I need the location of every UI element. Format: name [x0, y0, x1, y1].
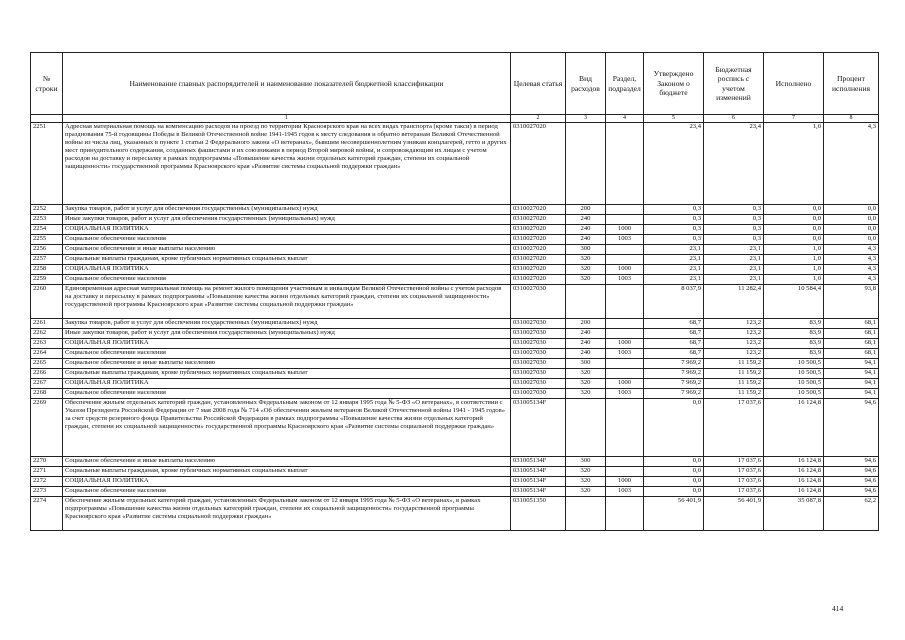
expense-kind: 240: [566, 339, 606, 349]
percent-value: 0,0: [824, 215, 879, 225]
approved-value: 7 969,2: [644, 379, 704, 389]
expense-kind: 240: [566, 349, 606, 359]
row-name: Социальное обеспечение населения: [63, 487, 511, 497]
approved-value: 68,7: [644, 339, 704, 349]
row-number: 2272: [31, 477, 63, 487]
row-name: Обеспечение жильем отдельных категорий граждан, установленных Федеральным законом от 12 января 1995 года № 5-ФЗ «О ветеранах», в соответствии с Указом Президента Российской Федерации от 7 мая 2008 года № 714 «Об обеспечении жильем ветеранов Великой Отечественной войны 1941 - 1945 годов» за счет средств резервного фонда Правительства Российской Федерации в рамках подпрограммы «Повышение качества жизни отдельных категорий граждан, степени их социальной защищенности» государственной программы Красноярского края «Развитие системы социальной поддержки граждан»: [63, 399, 511, 457]
row-number: 2265: [31, 359, 63, 369]
budget-table: [30, 52, 879, 531]
section-code: 1003: [606, 349, 644, 359]
row-name: Социальное обеспечение и иные выплаты населению: [63, 245, 511, 255]
percent-value: 4,3: [824, 255, 879, 265]
percent-value: 68,1: [824, 349, 879, 359]
section-code: [606, 215, 644, 225]
row-name: Иные закупки товаров, работ и услуг для обеспечения государственных (муниципальных) нужд: [63, 329, 511, 339]
expense-kind: 320: [566, 467, 606, 477]
table-row: [31, 225, 879, 235]
target-code: 0310027030: [511, 369, 566, 379]
percent-value: 94,6: [824, 467, 879, 477]
target-code: 0310027020: [511, 245, 566, 255]
row-name: СОЦИАЛЬНАЯ ПОЛИТИКА: [63, 225, 511, 235]
row-number: 2260: [31, 285, 63, 319]
section-code: [606, 359, 644, 369]
col-number: 6: [704, 115, 764, 123]
list-value: 123,2: [704, 339, 764, 349]
list-value: 0,3: [704, 225, 764, 235]
target-code: 031005134F: [511, 467, 566, 477]
approved-value: 56 401,9: [644, 497, 704, 531]
table-row: [31, 319, 879, 329]
list-value: 0,3: [704, 235, 764, 245]
page-number: 414: [832, 604, 844, 613]
expense-kind: 200: [566, 319, 606, 329]
target-code: 0310027020: [511, 265, 566, 275]
expense-kind: 300: [566, 359, 606, 369]
approved-value: 0,3: [644, 235, 704, 245]
percent-value: 94,1: [824, 369, 879, 379]
row-name: СОЦИАЛЬНАЯ ПОЛИТИКА: [63, 339, 511, 349]
target-code: 0310027020: [511, 123, 566, 205]
percent-value: 4,3: [824, 275, 879, 285]
table-row: [31, 285, 879, 319]
col-number: 1: [63, 115, 511, 123]
target-code: 0310027020: [511, 255, 566, 265]
expense-kind: 240: [566, 235, 606, 245]
percent-value: 94,6: [824, 457, 879, 467]
row-name: СОЦИАЛЬНАЯ ПОЛИТИКА: [63, 477, 511, 487]
list-value: 11 159,2: [704, 369, 764, 379]
table-row: [31, 399, 879, 457]
target-code: 0310027030: [511, 329, 566, 339]
row-number: 2261: [31, 319, 63, 329]
row-number: 2256: [31, 245, 63, 255]
section-code: 1003: [606, 235, 644, 245]
target-code: 0310051350: [511, 497, 566, 531]
percent-value: 68,1: [824, 339, 879, 349]
row-name: Социальное обеспечение и иные выплаты населению: [63, 457, 511, 467]
section-code: [606, 285, 644, 319]
row-number: 2271: [31, 467, 63, 477]
row-name: Социальное обеспечение и иные выплаты населению: [63, 359, 511, 369]
section-code: [606, 457, 644, 467]
section-code: [606, 467, 644, 477]
list-value: 23,1: [704, 255, 764, 265]
done-value: 10 500,5: [764, 379, 824, 389]
row-number: 2253: [31, 215, 63, 225]
section-code: [606, 497, 644, 531]
row-number: 2258: [31, 265, 63, 275]
approved-value: 0,0: [644, 467, 704, 477]
table-row: [31, 339, 879, 349]
row-number: 2259: [31, 275, 63, 285]
done-value: 0,0: [764, 235, 824, 245]
section-code: [606, 255, 644, 265]
done-value: 0,0: [764, 225, 824, 235]
done-value: 83,9: [764, 349, 824, 359]
percent-value: 94,6: [824, 399, 879, 457]
table-row: [31, 477, 879, 487]
list-value: 0,3: [704, 205, 764, 215]
percent-value: 94,1: [824, 359, 879, 369]
row-name: СОЦИАЛЬНАЯ ПОЛИТИКА: [63, 265, 511, 275]
approved-value: 7 969,2: [644, 369, 704, 379]
expense-kind: 320: [566, 275, 606, 285]
table-row: [31, 205, 879, 215]
list-value: 17 037,6: [704, 487, 764, 497]
approved-value: 7 969,2: [644, 359, 704, 369]
row-name: Адресная материальная помощь на компенсацию расходов на проезд по территории Красноярского края на всех видах транспорта (кроме такси) в период празднования 75-й годовщины Победы в Великой Отечественной войне 1941-1945 годов к месту следования и обратно ветеранам Великой Отечественной войны из числа лиц, указанных в пункте 1 статьи 2 Федерального закона «О ветеранах», бывшим несовершеннолетним узникам концлагерей, гетто и других мест принудительного содержания, созданных фашистами и их союзниками в период Второй мировой войны, и сопровождающим их лицам с учетом расходов на доставку и пересылку в рамках подпрограммы «Повышение качества жизни отдельных категорий граждан, степени их социальной защищенности» государственной программы Красноярского края «Развитие системы социальной поддержки граждан»: [63, 123, 511, 205]
list-value: 23,1: [704, 245, 764, 255]
col-header-done: Исполнено: [764, 53, 824, 115]
target-code: 0310027030: [511, 359, 566, 369]
approved-value: 0,0: [644, 399, 704, 457]
done-value: 1,0: [764, 255, 824, 265]
approved-value: 0,3: [644, 205, 704, 215]
list-value: 123,2: [704, 319, 764, 329]
row-number: 2269: [31, 399, 63, 457]
section-code: [606, 399, 644, 457]
row-number: 2263: [31, 339, 63, 349]
done-value: 10 500,5: [764, 389, 824, 399]
col-number: 2: [511, 115, 566, 123]
done-value: 83,9: [764, 339, 824, 349]
row-number: 2254: [31, 225, 63, 235]
percent-value: 94,6: [824, 477, 879, 487]
target-code: 0310027030: [511, 389, 566, 399]
table-row: [31, 329, 879, 339]
percent-value: 68,1: [824, 329, 879, 339]
percent-value: 0,0: [824, 225, 879, 235]
row-number: 2262: [31, 329, 63, 339]
col-header-name: Наименование главных распорядителей и наименование показателей бюджетной классификации: [63, 53, 511, 115]
row-name: Социальное обеспечение населения: [63, 389, 511, 399]
table-body: [31, 123, 879, 531]
col-number: 3: [566, 115, 606, 123]
done-value: 0,0: [764, 205, 824, 215]
row-name: Обеспечение жильем отдельных категорий граждан, установленных Федеральным законом от 12 января 1995 года № 5-ФЗ «О ветеранах», в рамках подпрограммы «Повышение качества жизни отдельных категорий граждан, степени их социальной защищенности» государственной программы Красноярского края «Развитие системы социальной поддержки граждан»: [63, 497, 511, 531]
table-row: [31, 457, 879, 467]
target-code: 031005134F: [511, 477, 566, 487]
list-value: 123,2: [704, 349, 764, 359]
table-row: [31, 245, 879, 255]
col-number: 4: [606, 115, 644, 123]
list-value: 11 159,2: [704, 389, 764, 399]
table-row: [31, 265, 879, 275]
row-name: Закупка товаров, работ и услуг для обеспечения государственных (муниципальных) нужд: [63, 205, 511, 215]
section-code: [606, 245, 644, 255]
list-value: 17 037,6: [704, 399, 764, 457]
approved-value: 0,3: [644, 225, 704, 235]
row-number: 2257: [31, 255, 63, 265]
percent-value: 68,1: [824, 319, 879, 329]
target-code: 031005134F: [511, 487, 566, 497]
done-value: 83,9: [764, 319, 824, 329]
table-row: [31, 255, 879, 265]
row-number: 2274: [31, 497, 63, 531]
row-number: 2264: [31, 349, 63, 359]
done-value: 1,0: [764, 265, 824, 275]
expense-kind: [566, 123, 606, 205]
target-code: 0310027030: [511, 285, 566, 319]
approved-value: 23,4: [644, 123, 704, 205]
list-value: 17 037,6: [704, 477, 764, 487]
section-code: 1003: [606, 389, 644, 399]
table-row: [31, 275, 879, 285]
row-number: 2266: [31, 369, 63, 379]
target-code: 031005134F: [511, 399, 566, 457]
target-code: 0310027020: [511, 275, 566, 285]
table-row: [31, 359, 879, 369]
approved-value: 7 969,2: [644, 389, 704, 399]
header-row: [31, 53, 879, 115]
approved-value: 23,1: [644, 255, 704, 265]
done-value: 10 584,4: [764, 285, 824, 319]
percent-value: 0,0: [824, 235, 879, 245]
expense-kind: 300: [566, 245, 606, 255]
done-value: 16 124,8: [764, 487, 824, 497]
done-value: 16 124,8: [764, 477, 824, 487]
expense-kind: [566, 497, 606, 531]
section-code: 1000: [606, 225, 644, 235]
row-number: 2267: [31, 379, 63, 389]
target-code: 0310027020: [511, 215, 566, 225]
expense-kind: 200: [566, 205, 606, 215]
section-code: 1000: [606, 339, 644, 349]
target-code: 0310027030: [511, 379, 566, 389]
section-code: [606, 329, 644, 339]
table-row: [31, 123, 879, 205]
section-code: [606, 205, 644, 215]
row-name: Единовременная адресная материальная помощь на ремонт жилого помещения участникам и инвалидам Великой Отечественной войны с учетом расходов на доставку и пересылку в рамках подпрограммы «Повышение качества жизни отдельных категорий граждан, степени их социальной защищенности» государственной программы Красноярского края «Развитие системы социальной поддержки граждан»: [63, 285, 511, 319]
target-code: 0310027020: [511, 235, 566, 245]
column-number-row: [31, 115, 879, 123]
row-number: 2251: [31, 123, 63, 205]
section-code: 1003: [606, 487, 644, 497]
row-number: 2268: [31, 389, 63, 399]
row-number: 2255: [31, 235, 63, 245]
target-code: 0310027030: [511, 319, 566, 329]
table-row: [31, 235, 879, 245]
done-value: 1,0: [764, 245, 824, 255]
expense-kind: 320: [566, 369, 606, 379]
expense-kind: 320: [566, 379, 606, 389]
approved-value: 68,7: [644, 349, 704, 359]
row-name: Социальное обеспечение населения: [63, 235, 511, 245]
expense-kind: 320: [566, 477, 606, 487]
done-value: 83,9: [764, 329, 824, 339]
section-code: 1000: [606, 265, 644, 275]
expense-kind: [566, 285, 606, 319]
percent-value: 0,0: [824, 205, 879, 215]
approved-value: 0,0: [644, 477, 704, 487]
list-value: 23,4: [704, 123, 764, 205]
approved-value: 23,1: [644, 275, 704, 285]
done-value: 10 500,5: [764, 359, 824, 369]
section-code: 1003: [606, 275, 644, 285]
row-name: Иные закупки товаров, работ и услуг для обеспечения государственных (муниципальных) нужд: [63, 215, 511, 225]
row-name: Социальные выплаты гражданам, кроме публичных нормативных социальных выплат: [63, 467, 511, 477]
row-name: СОЦИАЛЬНАЯ ПОЛИТИКА: [63, 379, 511, 389]
done-value: 1,0: [764, 275, 824, 285]
target-code: 0310027020: [511, 205, 566, 215]
table-row: [31, 215, 879, 225]
row-number: 2252: [31, 205, 63, 215]
table-row: [31, 349, 879, 359]
expense-kind: 240: [566, 215, 606, 225]
percent-value: 4,3: [824, 245, 879, 255]
row-number: 2273: [31, 487, 63, 497]
col-header-list: Бюджетная роспись с учетом изменений: [704, 53, 764, 115]
done-value: 1,0: [764, 123, 824, 205]
approved-value: 23,1: [644, 245, 704, 255]
row-name: Социальные выплаты гражданам, кроме публичных нормативных социальных выплат: [63, 369, 511, 379]
table-row: [31, 389, 879, 399]
list-value: 56 401,9: [704, 497, 764, 531]
section-code: 1000: [606, 379, 644, 389]
col-number: [31, 115, 63, 123]
approved-value: 0,3: [644, 215, 704, 225]
col-number: 7: [764, 115, 824, 123]
col-header-approved: Утверждено Законом о бюджете: [644, 53, 704, 115]
done-value: 16 124,8: [764, 399, 824, 457]
list-value: 11 282,4: [704, 285, 764, 319]
section-code: [606, 319, 644, 329]
list-value: 123,2: [704, 329, 764, 339]
table-row: [31, 467, 879, 477]
col-number: 5: [644, 115, 704, 123]
approved-value: 8 037,9: [644, 285, 704, 319]
table-row: [31, 379, 879, 389]
row-name: Закупка товаров, работ и услуг для обеспечения государственных (муниципальных) нужд: [63, 319, 511, 329]
percent-value: 93,8: [824, 285, 879, 319]
target-code: 0310027020: [511, 225, 566, 235]
percent-value: 94,1: [824, 379, 879, 389]
table-row: [31, 487, 879, 497]
target-code: 0310027030: [511, 339, 566, 349]
list-value: 0,3: [704, 215, 764, 225]
table-row: [31, 497, 879, 531]
section-code: [606, 369, 644, 379]
target-code: 0310027030: [511, 349, 566, 359]
expense-kind: [566, 399, 606, 457]
percent-value: 4,3: [824, 265, 879, 275]
col-number: 8: [824, 115, 879, 123]
percent-value: 62,2: [824, 497, 879, 531]
expense-kind: 240: [566, 329, 606, 339]
list-value: 23,1: [704, 275, 764, 285]
approved-value: 68,7: [644, 329, 704, 339]
section-code: 1000: [606, 477, 644, 487]
approved-value: 0,0: [644, 457, 704, 467]
row-number: 2270: [31, 457, 63, 467]
col-header-kind: Вид расходов: [566, 53, 606, 115]
expense-kind: 320: [566, 487, 606, 497]
target-code: 031005134F: [511, 457, 566, 467]
done-value: 35 087,8: [764, 497, 824, 531]
list-value: 17 037,6: [704, 467, 764, 477]
row-name: Социальные выплаты гражданам, кроме публичных нормативных социальных выплат: [63, 255, 511, 265]
done-value: 0,0: [764, 215, 824, 225]
expense-kind: 240: [566, 225, 606, 235]
approved-value: 23,1: [644, 265, 704, 275]
col-header-pct: Процент исполнения: [824, 53, 879, 115]
col-header-no: № строки: [31, 53, 63, 115]
approved-value: 0,0: [644, 487, 704, 497]
expense-kind: 320: [566, 255, 606, 265]
row-name: Социальное обеспечение населения: [63, 275, 511, 285]
expense-kind: 300: [566, 457, 606, 467]
percent-value: 4,3: [824, 123, 879, 205]
col-header-section: Раздел, подраздел: [606, 53, 644, 115]
percent-value: 94,1: [824, 389, 879, 399]
row-name: Социальное обеспечение населения: [63, 349, 511, 359]
list-value: 23,1: [704, 265, 764, 275]
section-code: [606, 123, 644, 205]
approved-value: 68,7: [644, 319, 704, 329]
done-value: 16 124,8: [764, 467, 824, 477]
done-value: 10 500,5: [764, 369, 824, 379]
expense-kind: 320: [566, 265, 606, 275]
table-row: [31, 369, 879, 379]
expense-kind: 320: [566, 389, 606, 399]
list-value: 11 159,2: [704, 359, 764, 369]
list-value: 11 159,2: [704, 379, 764, 389]
list-value: 17 037,6: [704, 457, 764, 467]
percent-value: 94,6: [824, 487, 879, 497]
done-value: 16 124,8: [764, 457, 824, 467]
col-header-target: Целевая статья: [511, 53, 566, 115]
